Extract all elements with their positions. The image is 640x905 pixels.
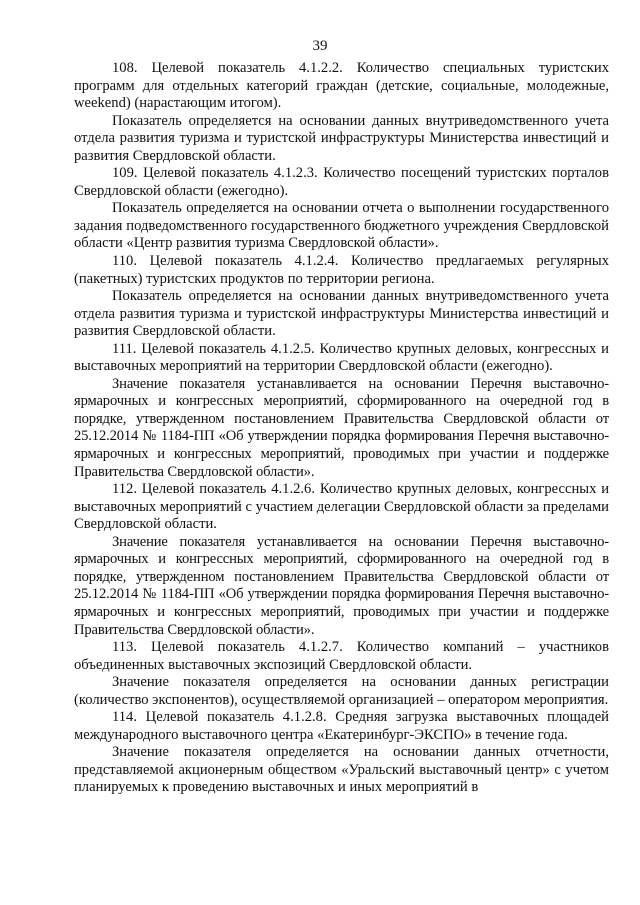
page-number: 39 — [312, 38, 328, 54]
paragraph-108-indicator: 108. Целевой показатель 4.1.2.2. Количество специальных туристских программ для отдельных категорий граждан (детские, социальные, молодежные, weekend) (нарастающим итогом). — [74, 60, 609, 112]
paragraph-113-indicator: 113. Целевой показатель 4.1.2.7. Количество компаний – участников объединенных выставочных экспозиций Свердловской области. — [74, 639, 609, 673]
paragraph-108-source: Показатель определяется на основании данных внутриведомственного учета отдела развития туризма и туристской инфраструктуры Министерства инвестиций и развития Свердловской области. — [74, 112, 609, 164]
paragraph-113-source: Значение показателя определяется на основании данных регистрации (количество экспонентов), осуществляемой организацией – оператором мероприятия. — [74, 674, 609, 708]
paragraph-111-source: Значение показателя устанавливается на основании Перечня выставочно-ярмарочных и конгрессных мероприятий, сформированного на очередной год в порядке, утвержденном постановлением Правительства Свердловской области от 25.12.2014 № 1184-ПП «Об утверждении порядка формирования Перечня выставочно-ярмарочных и конгрессных мероприятий, проводимых при участии и поддержке Правительства Свердловской области». — [74, 375, 609, 480]
paragraph-110-source: Показатель определяется на основании данных внутриведомственного учета отдела развития туризма и туристской инфраструктуры Министерства инвестиций и развития Свердловской области. — [74, 288, 609, 340]
paragraph-110-indicator: 110. Целевой показатель 4.1.2.4. Количество предлагаемых регулярных (пакетных) туристских продуктов по территории региона. — [74, 253, 609, 287]
paragraph-109-indicator: 109. Целевой показатель 4.1.2.3. Количество посещений туристских порталов Свердловской области (ежегодно). — [74, 165, 609, 199]
paragraph-112-indicator: 112. Целевой показатель 4.1.2.6. Количество крупных деловых, конгрессных и выставочных мероприятий с участием делегации Свердловской области за пределами Свердловской области. — [74, 481, 609, 533]
paragraph-109-source: Показатель определяется на основании отчета о выполнении государственного задания подведомственного государственного бюджетного учреждения Свердловской области «Центр развития туризма Свердловской области». — [74, 200, 609, 252]
document-body — [74, 60, 609, 797]
paragraph-114-indicator: 114. Целевой показатель 4.1.2.8. Средняя загрузка выставочных площадей международного выставочного центра «Екатеринбург-ЭКСПО» в течение года. — [74, 709, 609, 743]
paragraph-112-source: Значение показателя устанавливается на основании Перечня выставочно-ярмарочных и конгрессных мероприятий, сформированного на очередной год в порядке, утвержденном постановлением Правительства Свердловской области от 25.12.2014 № 1184-ПП «Об утверждении порядка формирования Перечня выставочно-ярмарочных и конгрессных мероприятий, проводимых при участии и поддержке Правительства Свердловской области». — [74, 533, 609, 638]
paragraph-114-source: Значение показателя определяется на основании данных отчетности, представляемой акционерным обществом «Уральский выставочный центр» с учетом планируемых к проведению выставочных и иных мероприятий в — [74, 744, 609, 796]
paragraph-111-indicator: 111. Целевой показатель 4.1.2.5. Количество крупных деловых, конгрессных и выставочных мероприятий на территории Свердловской области (ежегодно). — [74, 340, 609, 375]
